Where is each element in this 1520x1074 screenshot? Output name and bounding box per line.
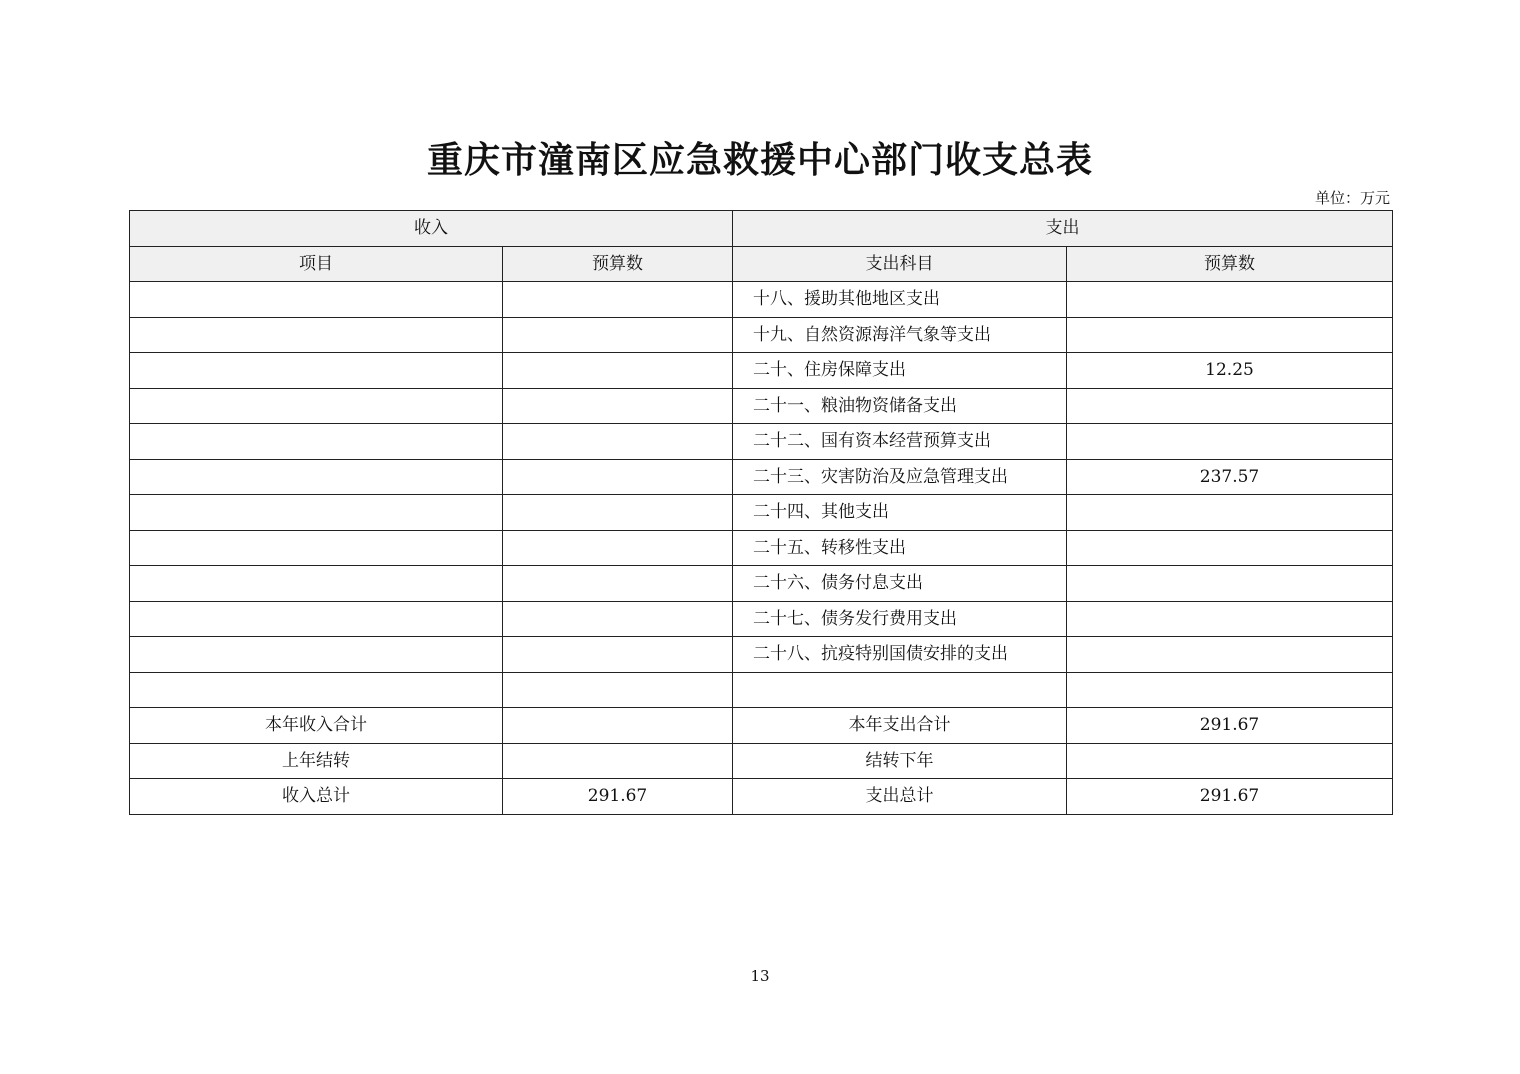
expense-budget-cell	[1067, 424, 1393, 460]
table-row	[130, 459, 1393, 495]
expense-subject-cell	[733, 672, 1067, 708]
expense-subject-cell: 二十六、债务付息支出	[733, 566, 1067, 602]
income-total-label: 收入总计	[130, 779, 503, 815]
expense-total-value	[1067, 743, 1393, 779]
income-total-value	[503, 743, 733, 779]
income-budget-cell	[503, 530, 733, 566]
table-row	[130, 495, 1393, 531]
expense-budget-cell	[1067, 317, 1393, 353]
income-item-cell	[130, 317, 503, 353]
table-row	[130, 601, 1393, 637]
expense-subject-cell: 二十三、灾害防治及应急管理支出	[733, 459, 1067, 495]
budget-summary-table	[129, 210, 1393, 815]
table-row	[130, 566, 1393, 602]
column-header-income-budget: 预算数	[503, 246, 733, 282]
income-total-label: 本年收入合计	[130, 708, 503, 744]
page-title: 重庆市潼南区应急救援中心部门收支总表	[426, 139, 1093, 181]
income-group-header: 收入	[130, 211, 733, 247]
income-budget-cell	[503, 388, 733, 424]
expense-budget-cell: 237.57	[1067, 459, 1393, 495]
expense-total-label: 本年支出合计	[733, 708, 1067, 744]
expense-budget-cell	[1067, 388, 1393, 424]
income-item-cell	[130, 353, 503, 389]
expense-subject-cell: 二十二、国有资本经营预算支出	[733, 424, 1067, 460]
table-row	[130, 424, 1393, 460]
expense-total-label: 结转下年	[733, 743, 1067, 779]
income-total-value: 291.67	[503, 779, 733, 815]
income-item-cell	[130, 672, 503, 708]
expense-budget-cell	[1067, 282, 1393, 318]
expense-subject-cell: 二十一、粮油物资储备支出	[733, 388, 1067, 424]
income-total-label: 上年结转	[130, 743, 503, 779]
page-number: 13	[750, 967, 770, 985]
income-item-cell	[130, 601, 503, 637]
expense-subject-cell: 二十五、转移性支出	[733, 530, 1067, 566]
expense-subject-cell: 十八、援助其他地区支出	[733, 282, 1067, 318]
income-budget-cell	[503, 317, 733, 353]
table-row	[130, 317, 1393, 353]
expense-budget-cell	[1067, 566, 1393, 602]
column-header-expense-budget: 预算数	[1067, 246, 1393, 282]
income-total-value	[503, 708, 733, 744]
income-budget-cell	[503, 353, 733, 389]
income-budget-cell	[503, 637, 733, 673]
income-budget-cell	[503, 495, 733, 531]
expense-subject-cell: 二十、住房保障支出	[733, 353, 1067, 389]
income-item-cell	[130, 566, 503, 602]
income-item-cell	[130, 637, 503, 673]
income-item-cell	[130, 424, 503, 460]
income-item-cell	[130, 388, 503, 424]
income-item-cell	[130, 530, 503, 566]
income-item-cell	[130, 282, 503, 318]
expense-budget-cell	[1067, 637, 1393, 673]
income-budget-cell	[503, 672, 733, 708]
expense-total-value: 291.67	[1067, 779, 1393, 815]
table-row	[130, 353, 1393, 389]
income-item-cell	[130, 495, 503, 531]
expense-total-value: 291.67	[1067, 708, 1393, 744]
table-row	[130, 388, 1393, 424]
unit-label: 单位：万元	[1314, 189, 1390, 207]
expense-budget-cell	[1067, 672, 1393, 708]
expense-total-label: 支出总计	[733, 779, 1067, 815]
expense-budget-cell	[1067, 495, 1393, 531]
table-row	[130, 672, 1393, 708]
expense-subject-cell: 二十七、债务发行费用支出	[733, 601, 1067, 637]
column-header-item: 项目	[130, 246, 503, 282]
income-item-cell	[130, 459, 503, 495]
expense-budget-cell	[1067, 601, 1393, 637]
income-budget-cell	[503, 566, 733, 602]
expense-subject-cell: 二十八、抗疫特别国债安排的支出	[733, 637, 1067, 673]
expense-subject-cell: 十九、自然资源海洋气象等支出	[733, 317, 1067, 353]
expense-group-header: 支出	[733, 211, 1393, 247]
table-row	[130, 530, 1393, 566]
income-budget-cell	[503, 282, 733, 318]
expense-budget-cell	[1067, 530, 1393, 566]
expense-budget-cell: 12.25	[1067, 353, 1393, 389]
income-budget-cell	[503, 424, 733, 460]
table-row	[130, 637, 1393, 673]
total-row-current-year	[130, 708, 1393, 744]
group-header-row	[130, 211, 1393, 247]
column-header-row	[130, 246, 1393, 282]
total-row-carryover	[130, 743, 1393, 779]
column-header-expense-subject: 支出科目	[733, 246, 1067, 282]
total-row-grand	[130, 779, 1393, 815]
income-budget-cell	[503, 601, 733, 637]
expense-subject-cell: 二十四、其他支出	[733, 495, 1067, 531]
table-row	[130, 282, 1393, 318]
income-budget-cell	[503, 459, 733, 495]
